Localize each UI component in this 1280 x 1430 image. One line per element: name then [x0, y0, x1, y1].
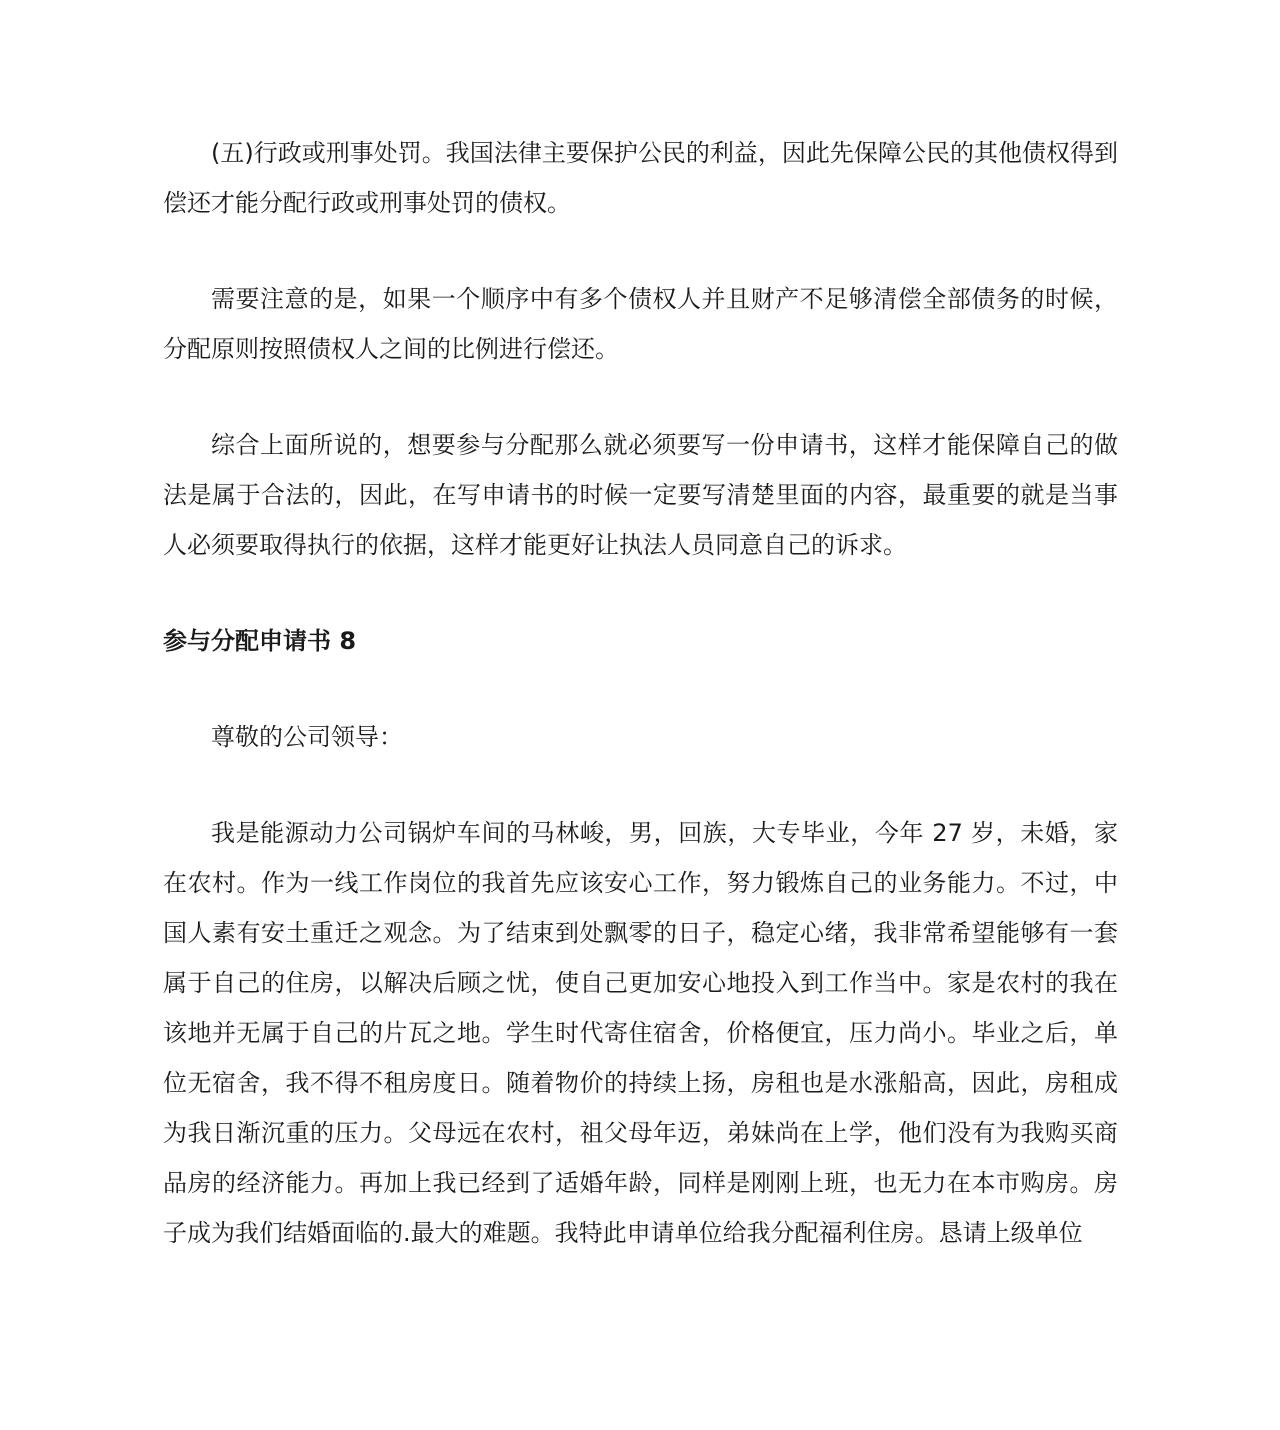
paragraph-summary: 综合上面所说的，想要参与分配那么就必须要写一份申请书，这样才能保障自己的做法是属于合法的，因此，在写申请书的时候一定要写清楚里面的内容，最重要的就是当事人必须要取得执行的依据，这样才能更好让执法人员同意自己的诉求。 — [163, 431, 1118, 559]
paragraph-application-body: 我是能源动力公司锅炉车间的马林峻，男，回族，大专毕业，今年 27 岁，未婚，家在农村。作为一线工作岗位的我首先应该安心工作，努力锻炼自己的业务能力。不过，中国人素有安土重迁之观念。为了结束到处飘零的日子，稳定心绪，我非常希望能够有一套属于自己的住房，以解决后顾之忧，使自己更加安心地投入到工作当中。家是农村的我在该地并无属于自己的片瓦之地。学生时代寄住宿舍，价格便宜，压力尚小。毕业之后，单位无宿舍，我不得不租房度日。随着物价的持续上扬，房租也是水涨船高，因此，房租成为我日渐沉重的压力。父母远在农村，祖父母年迈，弟妹尚在上学，他们没有为我购买商品房的经济能力。再加上我已经到了适婚年龄，同样是刚刚上班，也无力在本市购房。房子成为我们结婚面临的.最大的难题。我特此申请单位给我分配福利住房。恳请上级单位 — [163, 819, 1118, 1247]
paragraph-penalty: (五)行政或刑事处罚。我国法律主要保护公民的利益，因此先保障公民的其他债权得到偿还才能分配行政或刑事处罚的债权。 — [163, 139, 1118, 217]
paragraph-note: 需要注意的是，如果一个顺序中有多个债权人并且财产不足够清偿全部债务的时候，分配原则按照债权人之间的比例进行偿还。 — [163, 285, 1118, 363]
document-page — [163, 128, 1118, 1258]
section-heading: 参与分配申请书 8 — [163, 627, 357, 655]
salutation: 尊敬的公司领导： — [211, 723, 403, 751]
